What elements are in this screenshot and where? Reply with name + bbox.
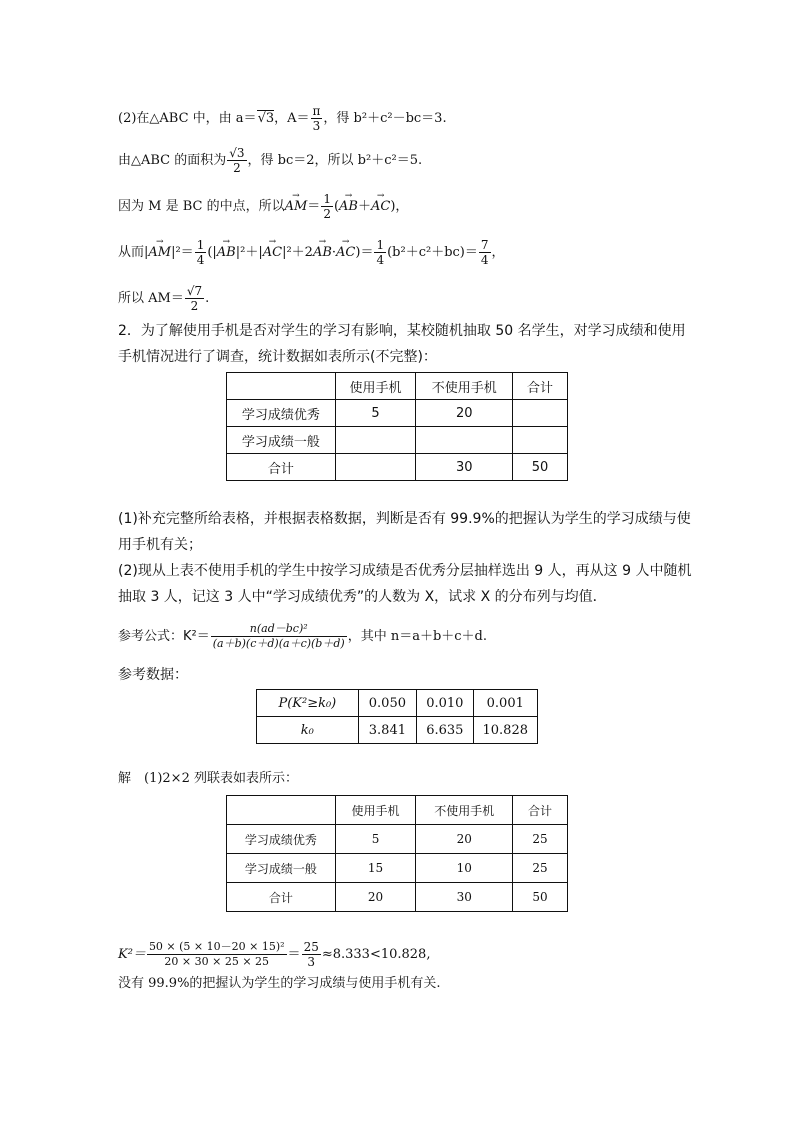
table-cell: 学习成绩优秀 [227, 825, 336, 854]
reference-formula: 参考公式：K²＝ $\frac{\text{n(ad－bc)²}}{(a+b)(c+d)(a+c)(b+d)}$ ，其中 n＝a＋b＋c＋d. [118, 622, 487, 650]
table-row [257, 717, 538, 744]
table-cell: 10.828 [473, 717, 537, 744]
solution-line-3: 因为 M 是 BC 的中点，所以→ AM＝ $\frac{1}{2}$ (→ AB＋→ AC)， [118, 192, 408, 221]
fraction-half: $\frac{1}{2}$ [323, 192, 331, 221]
k-squared-calculation: K²＝ $\frac{\text{50 × (5 × 10－20 × 15)²}}{20 \times 30 \times 25 \times 25}$ ＝ $\frac{25}{3}$ ≈8.333<10.828, [118, 940, 431, 969]
fraction-quarter-1: $\frac{1}{4}$ [196, 238, 205, 267]
table-cell: 30 [416, 883, 513, 912]
table-row [227, 427, 568, 454]
table-cell: 合计 [227, 454, 336, 481]
table-row [257, 690, 538, 717]
table-row [227, 400, 568, 427]
table-cell: 10 [416, 854, 513, 883]
formula-fraction: $\frac{\text{n(ad－bc)²}}{(a+b)(c+d)(a+c)(b+d)}$ [212, 622, 345, 650]
fraction-25-over-3: $\frac{25}{3}$ [303, 940, 319, 969]
contingency-table-complete [226, 795, 568, 912]
question-2-subquestions: (1)补充完整所给表格，并根据表格数据，判断是否有 99.9%的把握认为学生的学习成绩与使 用手机有关； (2)现从上表不使用手机的学生中按学习成绩是否优秀分层抽样选出 9 人，再从这 9 人中随机 抽取 3 人，记这 3 人中“学习成绩优秀”的人数为 X，试求 X 的分布列与均值． [118, 511, 692, 605]
table-cell: 25 [513, 854, 568, 883]
table-cell: 5 [335, 400, 416, 427]
table-cell: P(K²≥k₀) [257, 690, 359, 717]
table-cell: 20 [416, 400, 513, 427]
conclusion-text: 没有 99.9%的把握认为学生的学习成绩与使用手机有关. [118, 976, 441, 991]
survey-table-incomplete [226, 372, 568, 481]
table-row [227, 825, 568, 854]
table-cell: 3.841 [358, 717, 416, 744]
fraction-quarter-2: $\frac{1}{4}$ [376, 238, 385, 267]
table-cell: 使用手机 [335, 796, 416, 825]
table-cell: 不使用手机 [416, 796, 513, 825]
solution-line-5: 所以 AM＝ $\frac{√7}{2}$ . [118, 284, 210, 313]
table-cell: 50 [513, 454, 568, 481]
table-cell: 30 [416, 454, 513, 481]
fraction-pi-over-3: $\frac{\pi}{3}$ [312, 104, 321, 133]
table-row [227, 854, 568, 883]
table-cell: 合计 [227, 883, 336, 912]
solution-line-2: 由△ABC 的面积为 $\frac{√3}{2}$ ，得 bc＝2，所以 b²＋c²＝5. [118, 146, 423, 175]
table-cell: 0.001 [473, 690, 537, 717]
table-cell: 6.635 [417, 717, 473, 744]
table-cell: 50 [513, 883, 568, 912]
table-cell: 学习成绩优秀 [227, 400, 336, 427]
k-squared-fraction: $\frac{\text{50 × (5 × 10－20 × 15)²}}{20 \times 30 \times 25 \times 25}$ [148, 940, 285, 968]
fraction-seven-quarters: $\frac{7}{4}$ [480, 238, 489, 267]
table-row [227, 796, 568, 825]
table-cell: 25 [513, 825, 568, 854]
question-2-intro: 2．为了解使用手机是否对学生的学习有影响，某校随机抽取 50 名学生，对学习成绩和使用 手机情况进行了调查，统计数据如表所示(不完整)： [118, 323, 686, 365]
table-cell [416, 427, 513, 454]
table-cell: 合计 [513, 373, 568, 400]
table-cell [227, 373, 336, 400]
table-cell: 0.010 [417, 690, 473, 717]
table-cell: 15 [335, 854, 416, 883]
solution-line-4: 从而|→ AM|²＝ $\frac{1}{4}$ (|→ AB|²＋|→ AC|²＋2→ AB·→ AC)＝ $\frac{1}{4}$ (b²＋c²＋bc)＝ $\frac{7}{4}$ ， [118, 238, 505, 267]
table-cell: 学习成绩一般 [227, 854, 336, 883]
reference-data-table [256, 689, 538, 744]
reference-data-label: 参考数据： [118, 667, 188, 683]
table-cell [513, 400, 568, 427]
table-cell: 学习成绩一般 [227, 427, 336, 454]
table-cell: k₀ [257, 717, 359, 744]
solution-heading: 解 (1)2×2 列联表如表所示： [118, 771, 298, 786]
table-cell: 5 [335, 825, 416, 854]
table-cell: 0.050 [358, 690, 416, 717]
table-cell [513, 427, 568, 454]
table-cell: 使用手机 [335, 373, 416, 400]
solution-line-1: (2)在△ABC 中，由 a＝√3，A＝ $\frac{\pi}{3}$ ，得 b²＋c²－bc＝3. [118, 104, 447, 133]
table-cell: 合计 [513, 796, 568, 825]
table-cell: 20 [335, 883, 416, 912]
table-cell [335, 427, 416, 454]
table-row [227, 454, 568, 481]
table-cell: 不使用手机 [416, 373, 513, 400]
table-cell [227, 796, 336, 825]
table-row [227, 883, 568, 912]
fraction-sqrt3-over-2: $\frac{√3}{2}$ [229, 146, 245, 175]
table-cell [335, 454, 416, 481]
table-row [227, 373, 568, 400]
fraction-sqrt7-over-2: $\frac{√7}{2}$ [186, 284, 203, 313]
table-cell: 20 [416, 825, 513, 854]
